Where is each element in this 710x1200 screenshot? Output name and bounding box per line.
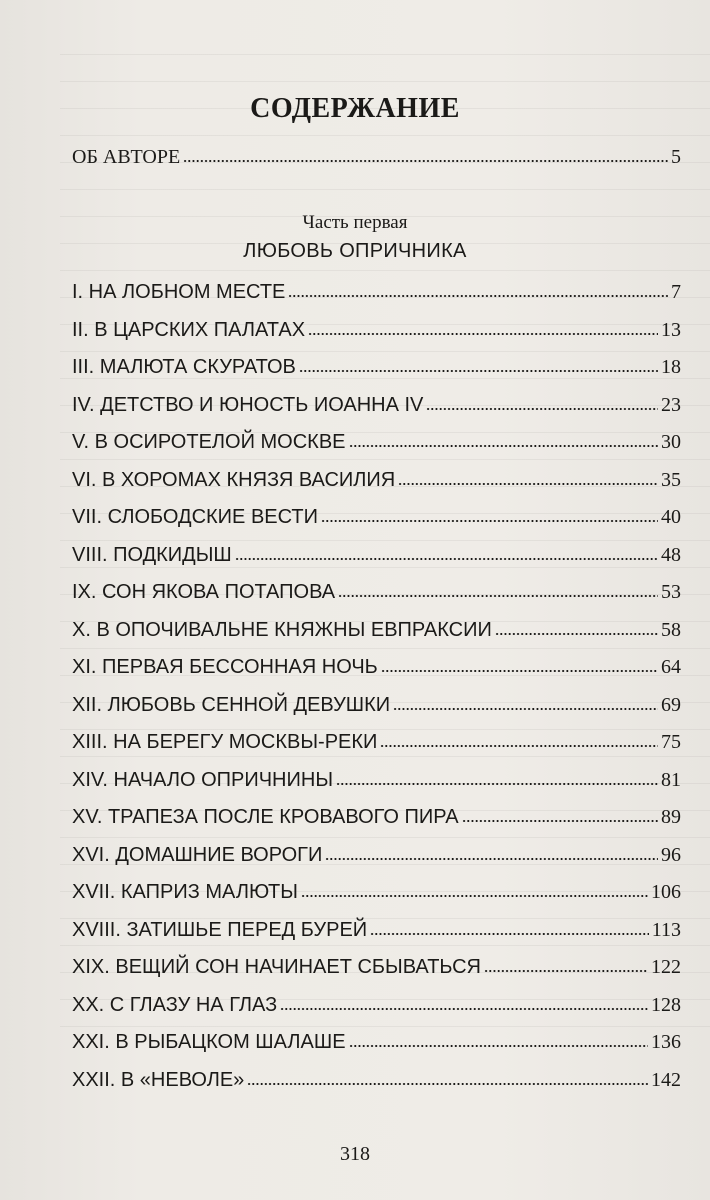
toc-entry — [72, 729, 681, 755]
dot-leader — [325, 856, 658, 861]
dot-leader — [235, 556, 658, 561]
toc-entry-page: 7 — [671, 281, 681, 303]
toc-entry — [72, 429, 681, 455]
toc-entry-title: VI. В ХОРОМАХ КНЯЗЯ ВАСИЛИЯ — [72, 468, 396, 491]
toc-entry-title: X. В ОПОЧИВАЛЬНЕ КНЯЖНЫ ЕВПРАКСИИ — [72, 618, 492, 641]
toc-entry — [72, 654, 681, 680]
toc-entry-title: III. МАЛЮТА СКУРАТОВ — [72, 356, 296, 379]
dot-leader — [308, 331, 658, 336]
toc-entry-page: 69 — [661, 693, 681, 716]
toc-entry-title: XXII. В «НЕВОЛЕ» — [72, 1068, 245, 1091]
dot-leader — [495, 631, 658, 636]
dot-leader — [426, 406, 658, 411]
dot-leader — [370, 931, 649, 936]
toc-entry — [72, 767, 681, 793]
toc-entry — [72, 992, 681, 1018]
toc-entry-page: 106 — [651, 881, 681, 904]
dot-leader — [338, 593, 658, 598]
toc-entry-title: I. НА ЛОБНОМ МЕСТЕ — [72, 281, 286, 303]
toc-entry-page: 23 — [661, 393, 681, 416]
toc-entry-title: IX. СОН ЯКОВА ПОТАПОВА — [72, 581, 336, 604]
toc-entry-page: 96 — [661, 843, 681, 866]
toc-entry-title: XIII. НА БЕРЕГУ МОСКВЫ-РЕКИ — [72, 731, 378, 754]
toc-entry-page: 142 — [651, 1068, 681, 1091]
toc-entry — [72, 1029, 681, 1055]
toc-entry — [72, 392, 681, 418]
toc-entry-about-author — [72, 144, 681, 170]
toc-entry-title: XX. С ГЛАЗУ НА ГЛАЗ — [72, 993, 278, 1016]
toc-entry-page: 128 — [651, 993, 681, 1016]
toc-entry — [72, 917, 681, 943]
toc-entry — [72, 467, 681, 493]
dot-leader — [381, 668, 658, 673]
toc-entry — [72, 542, 681, 568]
toc-entry — [72, 804, 681, 830]
dot-leader — [288, 293, 668, 298]
dot-leader — [462, 818, 658, 823]
toc-entry — [72, 692, 681, 718]
toc-entry-title: XVII. КАПРИЗ МАЛЮТЫ — [72, 881, 298, 904]
toc-entry-page: 53 — [661, 581, 681, 604]
dot-leader — [349, 443, 658, 448]
toc-entry — [72, 317, 681, 343]
toc-entry-title: II. В ЦАРСКИХ ПАЛАТАХ — [72, 318, 306, 341]
toc-entry — [72, 1067, 681, 1093]
toc-entry-page: 13 — [661, 318, 681, 341]
toc-entry-page: 113 — [651, 918, 681, 941]
toc-entry-page: 75 — [661, 731, 681, 754]
toc-entry-page: 30 — [661, 431, 681, 454]
toc-entry-page: 40 — [661, 506, 681, 529]
toc-entry-title: XV. ТРАПЕЗА ПОСЛЕ КРОВАВОГО ПИРА — [72, 806, 459, 829]
dot-leader — [398, 481, 658, 486]
dot-leader — [247, 1081, 648, 1086]
toc-entry-page: 48 — [661, 543, 681, 566]
toc-entry-page: 81 — [661, 768, 681, 791]
part-title: ЛЮБОВЬ ОПРИЧНИКА — [243, 240, 467, 262]
dot-leader — [301, 893, 648, 898]
toc-entry — [72, 842, 681, 868]
toc-entry-title: V. В ОСИРОТЕЛОЙ МОСКВЕ — [72, 431, 346, 454]
toc-entry-page: 136 — [651, 1031, 681, 1054]
dot-leader — [183, 158, 668, 163]
toc-entry-title: XIX. ВЕЩИЙ СОН НАЧИНАЕТ СБЫВАТЬСЯ — [72, 956, 481, 979]
toc-entry — [72, 879, 681, 905]
page-number: 318 — [340, 1143, 370, 1165]
toc-entry-page: 89 — [661, 806, 681, 829]
toc-entry — [72, 279, 681, 305]
part-label: Часть первая — [302, 212, 408, 233]
dot-leader — [299, 368, 658, 373]
toc-entry-title: XXI. В РЫБАЦКОМ ШАЛАШЕ — [72, 1031, 346, 1054]
toc-entry-title: ОБ АВТОРЕ — [72, 146, 181, 168]
toc-entry-page: 35 — [661, 468, 681, 491]
toc-entry-page: 122 — [651, 956, 681, 979]
dot-leader — [484, 968, 648, 973]
dot-leader — [280, 1006, 648, 1011]
toc-entry — [72, 617, 681, 643]
toc-entry — [72, 954, 681, 980]
toc-entry-page: 18 — [661, 356, 681, 379]
dot-leader — [380, 743, 658, 748]
toc-entry-page: 58 — [661, 618, 681, 641]
toc-entry-title: VII. СЛОБОДСКИЕ ВЕСТИ — [72, 506, 319, 529]
toc-entry-title: XVI. ДОМАШНИЕ ВОРОГИ — [72, 843, 323, 866]
toc-entry-title: XVIII. ЗАТИШЬЕ ПЕРЕД БУРЕЙ — [72, 918, 368, 941]
toc-entry-page: 5 — [671, 146, 681, 168]
toc-entry-page: 64 — [661, 656, 681, 679]
toc-entry-title: VIII. ПОДКИДЫШ — [72, 543, 232, 566]
toc-entry — [72, 579, 681, 605]
toc-entry-title: XIV. НАЧАЛО ОПРИЧНИНЫ — [72, 768, 334, 791]
toc-entry — [72, 354, 681, 380]
dot-leader — [393, 706, 658, 711]
toc-entry-title: IV. ДЕТСТВО И ЮНОСТЬ ИОАННА IV — [72, 393, 424, 416]
toc-entry-title: XII. ЛЮБОВЬ СЕННОЙ ДЕВУШКИ — [72, 693, 391, 716]
dot-leader — [349, 1043, 648, 1048]
dot-leader — [336, 781, 658, 786]
toc-entry-title: XI. ПЕРВАЯ БЕССОННАЯ НОЧЬ — [72, 656, 378, 679]
dot-leader — [321, 518, 658, 523]
page-title: СОДЕРЖАНИЕ — [250, 93, 460, 124]
toc-entry — [72, 504, 681, 530]
